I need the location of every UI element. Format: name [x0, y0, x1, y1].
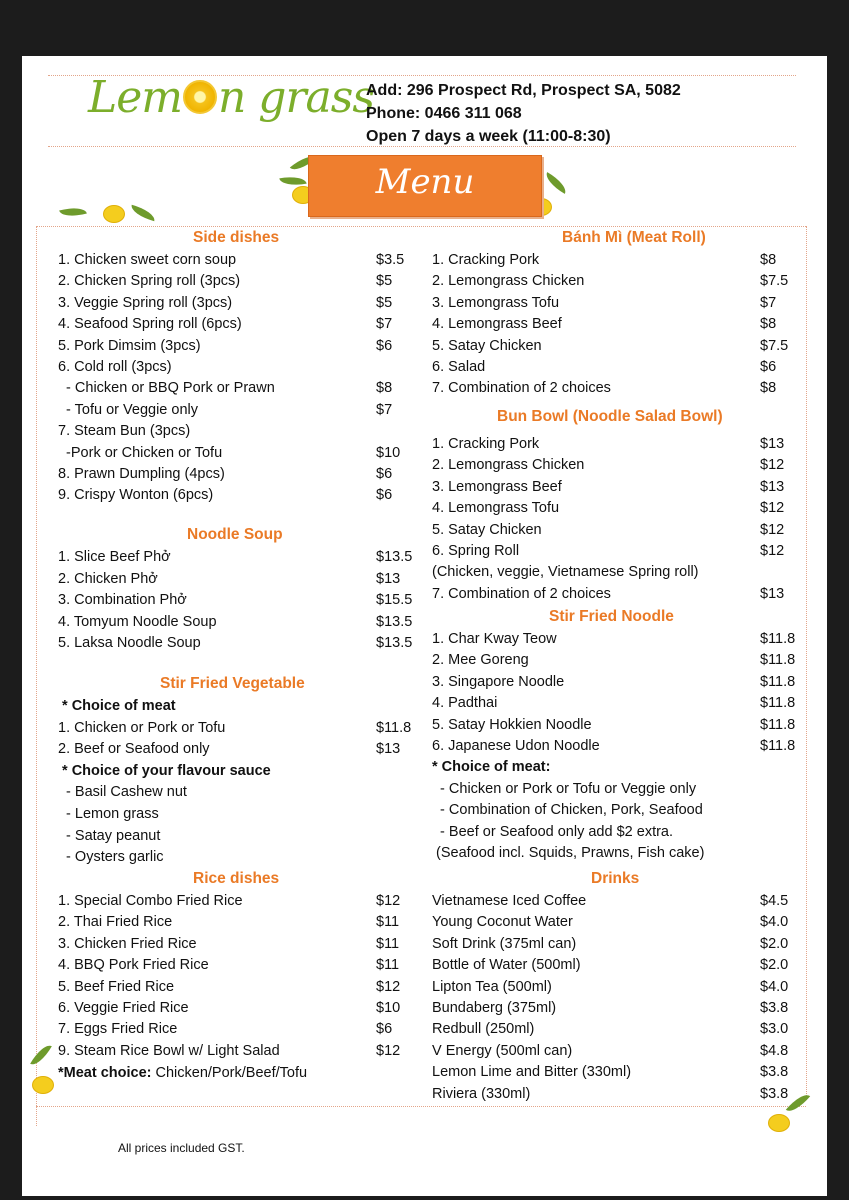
menu-item-name: 7. Steam Bun (3pcs)	[58, 423, 191, 440]
menu-item-price: $10	[376, 444, 401, 461]
menu-item-price: $13	[760, 585, 785, 602]
menu-item-name: 1. Special Combo Fried Rice	[58, 893, 243, 909]
menu-item-name: 6. Cold roll (3pcs)	[58, 359, 172, 375]
menu-item-name: 1. Cracking Pork	[432, 252, 540, 268]
menu-item-name: 5. Satay Chicken	[432, 521, 542, 538]
menu-item-price: $8	[760, 316, 777, 333]
menu-item-price: $11	[376, 935, 400, 952]
menu-item-name: - Beef or Seafood only add $2 extra.	[432, 823, 674, 840]
menu-item-name: 6. Veggie Fried Rice	[58, 1000, 189, 1016]
section-title-side-dishes: Side dishes	[193, 229, 280, 246]
menu-item-price: $12	[760, 500, 785, 517]
menu-item-price: $15.5	[376, 592, 413, 609]
menu-item-price: $4.0	[760, 914, 789, 931]
menu-item-price: $10	[376, 1000, 401, 1016]
menu-item-name: - Oysters garlic	[58, 849, 164, 866]
section-title-noodle-soup: Noodle Soup	[187, 526, 283, 543]
menu-item-name: - Chicken or BBQ Pork or Prawn	[58, 380, 275, 397]
hours-text: Open 7 days a week (11:00-8:30)	[366, 128, 611, 145]
menu-item-name: 6. Japanese Udon Noodle	[432, 738, 600, 754]
menu-item-name: * Choice of your flavour sauce	[58, 762, 271, 779]
menu-item-price: $7.5	[760, 337, 789, 354]
contact-info	[366, 79, 681, 148]
menu-item-price: $11.8	[376, 719, 412, 736]
menu-item-name: 4. Tomyum Noodle Soup	[58, 613, 217, 630]
menu-item-price: $13.5	[376, 635, 413, 652]
menu-item-name: 4. Lemongrass Tofu	[432, 500, 560, 517]
section-title-drinks: Drinks	[591, 870, 640, 887]
menu-item-price: $7	[376, 401, 393, 418]
menu-item-price: $7	[760, 294, 777, 311]
section-title-stir-fried-vegetable: Stir Fried Vegetable	[160, 675, 305, 692]
meat-choice-value: Chicken/Pork/Beef/Tofu	[151, 1065, 308, 1081]
menu-item-price: $11.8	[760, 695, 796, 712]
menu-item-name: 5. Satay Hokkien Noodle	[432, 716, 592, 733]
menu-item-name: 2. Chicken Phở	[58, 570, 158, 587]
menu-item-name: 2. Chicken Spring roll (3pcs)	[58, 273, 241, 290]
menu-item-price: $2.0	[760, 935, 789, 952]
menu-item-price: $6	[760, 359, 777, 375]
menu-item-name: 3. Veggie Spring roll (3pcs)	[58, 294, 233, 311]
menu-item-name: * Choice of meat	[58, 698, 176, 714]
menu-item-name: Redbull (250ml)	[432, 1021, 535, 1038]
menu-item-price: $6	[376, 487, 393, 504]
menu-item-name: Bottle of Water (500ml)	[432, 957, 581, 974]
menu-item-name: 4. BBQ Pork Fried Rice	[58, 957, 209, 974]
menu-item-name: 4. Seafood Spring roll (6pcs)	[58, 316, 242, 333]
meat-choice-note	[58, 1063, 307, 1084]
menu-item-price: $12	[376, 978, 401, 995]
menu-item-price: $8	[760, 380, 777, 397]
menu-item-price: $7.5	[760, 273, 789, 290]
menu-item-name: 7. Combination of 2 choices	[432, 380, 611, 397]
menu-item-name: 6. Spring Roll	[432, 543, 520, 559]
menu-item-name: 7. Combination of 2 choices	[432, 585, 611, 602]
content-bottom-divider	[36, 1106, 806, 1107]
menu-item-price: $7	[376, 316, 393, 333]
section-title-rice-dishes: Rice dishes	[193, 870, 280, 887]
menu-item-price: $4.8	[760, 1042, 789, 1059]
menu-item-price: $13	[376, 570, 401, 587]
menu-item-name: Lipton Tea (500ml)	[432, 978, 552, 995]
menu-item-price: $11.8	[760, 631, 796, 647]
right-border	[806, 226, 807, 1096]
menu-item-name: 1. Char Kway Teow	[432, 631, 557, 647]
menu-item-name: 6. Salad	[432, 359, 486, 375]
menu-item-name: 9. Steam Rice Bowl w/ Light Salad	[58, 1042, 280, 1059]
menu-item-name: 9. Crispy Wonton (6pcs)	[58, 487, 214, 504]
menu-item-name: 4. Padthai	[432, 695, 498, 712]
menu-item-price: $3.5	[376, 252, 405, 268]
menu-item-name: 2. Lemongrass Chicken	[432, 273, 585, 290]
menu-item-name: Young Coconut Water	[432, 914, 573, 931]
menu-item-price: $8	[760, 252, 777, 268]
menu-item-price: $3.8	[760, 1000, 789, 1016]
gst-note: All prices included GST.	[118, 1141, 245, 1155]
menu-item-name: - Satay peanut	[58, 827, 161, 844]
menu-item-price: $12	[376, 893, 401, 909]
lemon-slice-icon	[183, 80, 217, 114]
menu-item-price: $11	[376, 914, 400, 931]
lemon-icon	[768, 1114, 790, 1132]
lemon-icon	[103, 205, 125, 223]
menu-item-price: $3.8	[760, 1064, 789, 1081]
menu-item-price: $12	[760, 457, 785, 474]
menu-item-price: $13	[376, 741, 401, 758]
menu-item-price: $11.8	[760, 716, 796, 733]
menu-item-price: $13.5	[376, 549, 413, 565]
menu-item-name: 5. Satay Chicken	[432, 337, 542, 354]
menu-item-name: Soft Drink (375ml can)	[432, 935, 577, 952]
menu-item-name: * Choice of meat:	[432, 759, 551, 776]
menu-item-price: $6	[376, 466, 393, 482]
menu-item-name: 1. Cracking Pork	[432, 436, 540, 452]
menu-item-price: $13.5	[376, 613, 413, 630]
menu-item-name: 3. Singapore Noodle	[432, 673, 565, 690]
menu-item-price: $11.8	[760, 738, 796, 754]
menu-item-name: 2. Lemongrass Chicken	[432, 457, 585, 474]
menu-item-price: $6	[376, 337, 393, 354]
menu-item-price: $4.0	[760, 978, 789, 995]
menu-item-name: 7. Eggs Fried Rice	[58, 1021, 178, 1038]
menu-banner	[308, 155, 542, 217]
menu-item-name: Lemon Lime and Bitter (330ml)	[432, 1064, 632, 1081]
section-title-bun-bowl: Bun Bowl (Noodle Salad Bowl)	[497, 408, 723, 425]
menu-item-price: $8	[376, 380, 393, 397]
menu-item-name: 3. Lemongrass Beef	[432, 478, 562, 495]
menu-item-price: $6	[376, 1021, 393, 1038]
menu-item-name: 5. Beef Fried Rice	[58, 978, 175, 995]
menu-item-price: $13	[760, 436, 785, 452]
menu-item-name: 1. Chicken sweet corn soup	[58, 252, 237, 268]
restaurant-logo: Lem n grass	[88, 72, 374, 123]
menu-item-name: 5. Laksa Noodle Soup	[58, 635, 201, 652]
menu-item-name: Riviera (330ml)	[432, 1085, 531, 1102]
menu-item-price: $12	[760, 521, 785, 538]
menu-item-name: 4. Lemongrass Beef	[432, 316, 562, 333]
menu-item-name: 2. Beef or Seafood only	[58, 741, 210, 758]
menu-item-name: 1. Chicken or Pork or Tofu	[58, 719, 226, 736]
menu-item-price: $11	[376, 957, 400, 974]
menu-item-price: $13	[760, 478, 785, 495]
section-title-banh-mi: Bánh Mì (Meat Roll)	[562, 229, 706, 246]
menu-item-name: - Lemon grass	[58, 806, 159, 822]
phone-text: Phone: 0466 311 068	[366, 105, 522, 122]
menu-item-price: $3.8	[760, 1085, 789, 1102]
menu-item-name: 3. Chicken Fried Rice	[58, 935, 197, 952]
menu-item-name: - Chicken or Pork or Tofu or Veggie only	[432, 780, 697, 797]
menu-item-name: - Basil Cashew nut	[58, 784, 187, 801]
menu-item-name: Bundaberg (375ml)	[432, 1000, 557, 1016]
menu-item-name: - Tofu or Veggie only	[58, 401, 198, 418]
menu-item-price: $5	[376, 273, 393, 290]
menu-item-price: $12	[760, 543, 785, 559]
menu-item-name: 3. Lemongrass Tofu	[432, 294, 560, 311]
menu-item-name: (Chicken, veggie, Vietnamese Spring roll)	[432, 564, 699, 581]
menu-item-price: $4.5	[760, 893, 789, 909]
menu-item-price: $11.8	[760, 652, 796, 669]
address-text: Add: 296 Prospect Rd, Prospect SA, 5082	[366, 82, 681, 99]
content-top-divider	[36, 226, 806, 227]
menu-item-name: (Seafood incl. Squids, Prawns, Fish cake)	[432, 845, 705, 861]
menu-item-price: $12	[376, 1042, 401, 1059]
section-title-stir-fried-noodle: Stir Fried Noodle	[549, 608, 674, 625]
menu-item-name: 1. Slice Beef Phở	[58, 549, 171, 565]
menu-item-price: $5	[376, 294, 393, 311]
menu-item-name: V Energy (500ml can)	[432, 1042, 573, 1059]
menu-title: Menu	[375, 162, 475, 202]
menu-item-price: $3.0	[760, 1021, 789, 1038]
menu-item-name: -Pork or Chicken or Tofu	[58, 444, 223, 461]
menu-item-name: 3. Combination Phở	[58, 592, 187, 609]
menu-item-price: $2.0	[760, 957, 789, 974]
menu-item-name: - Combination of Chicken, Pork, Seafood	[432, 802, 703, 819]
lemon-icon	[32, 1076, 54, 1094]
menu-item-name: 2. Mee Goreng	[432, 652, 529, 669]
left-border	[36, 226, 37, 1126]
menu-item-name: 5. Pork Dimsim (3pcs)	[58, 337, 201, 354]
menu-item-name: 8. Prawn Dumpling (4pcs)	[58, 466, 225, 482]
meat-choice-label: *Meat choice:	[58, 1065, 152, 1081]
menu-item-name: Vietnamese Iced Coffee	[432, 893, 587, 909]
menu-item-name: 2. Thai Fried Rice	[58, 914, 173, 931]
menu-item-price: $11.8	[760, 673, 796, 690]
